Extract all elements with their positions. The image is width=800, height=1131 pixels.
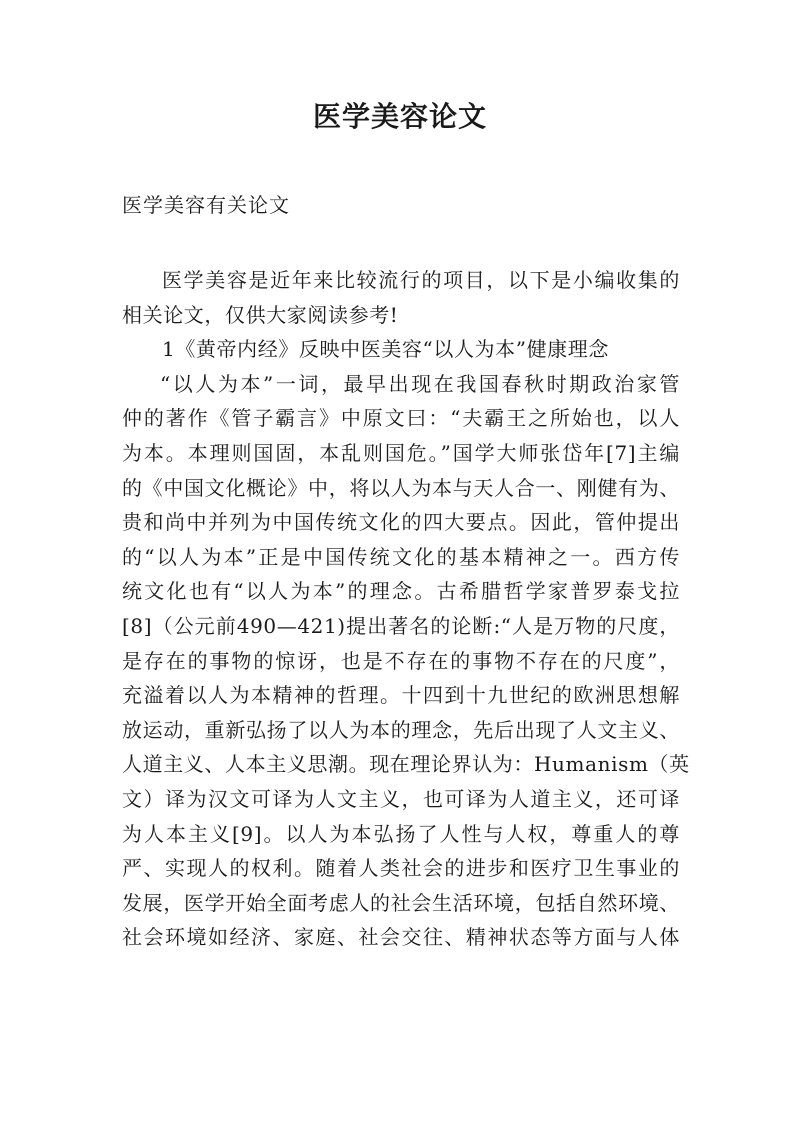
paragraph-line: 放运动，重新弘扬了以人为本的理念，先后出现了人文主义、 (122, 717, 680, 742)
paragraph-line: 为人本主义[9]。以人为本弘扬了人性与人权，尊重人的尊 (122, 821, 680, 846)
body-text (122, 263, 690, 955)
section-heading: 1《黄帝内经》反映中医美容“以人为本”健康理念 (162, 337, 609, 362)
paragraph-line: 为本。本理则国固，本乱则国危。”国学大师张岱年[7]主编 (122, 440, 680, 465)
paragraph-line: 严、实现人的权利。随着人类社会的进步和医疗卫生事业的 (122, 856, 680, 881)
paragraph-line: 社会环境如经济、家庭、社会交往、精神状态等方面与人体 (122, 925, 680, 950)
paragraph-line: 文）译为汉文可译为人文主义，也可译为人道主义，还可译 (122, 786, 680, 811)
paragraph-line: 相关论文，仅供大家阅读参考! (122, 302, 399, 327)
paragraph-line: 人道主义、人本主义思潮。现在理论界认为：Humanism（英 (122, 752, 690, 777)
paragraph-line: 的“以人为本”正是中国传统文化的基本精神之一。西方传 (122, 544, 680, 569)
paragraph-line: 的《中国文化概论》中，将以人为本与天人合一、刚健有为、 (122, 475, 680, 500)
paragraph-line: 医学美容是近年来比较流行的项目，以下是小编收集的 (162, 268, 680, 292)
document-subtitle: 医学美容有关论文 (122, 193, 290, 217)
paragraph-line: 统文化也有“以人为本”的理念。古希腊哲学家普罗泰戈拉 (122, 579, 680, 604)
paragraph-line: 贵和尚中并列为中国传统文化的四大要点。因此，管仲提出 (122, 510, 680, 535)
page-title: 医学美容论文 (312, 100, 487, 133)
paragraph-line: “以人为本”一词，最早出现在我国春秋时期政治家管 (160, 371, 680, 396)
paragraph-line: [8]（公元前490—421)提出著名的论断:“人是万物的尺度， (122, 613, 680, 638)
paragraph-line: 发展，医学开始全面考虑人的社会生活环境，包括自然环境、 (122, 890, 680, 915)
paragraph-line: 充溢着以人为本精神的哲理。十四到十九世纪的欧洲思想解 (122, 683, 680, 708)
paragraph-line: 仲的著作《管子霸言》中原文曰：“夫霸王之所始也，以人 (122, 406, 680, 431)
paragraph-line: 是存在的事物的惊讶，也是不存在的事物不存在的尺度”， (122, 648, 680, 673)
